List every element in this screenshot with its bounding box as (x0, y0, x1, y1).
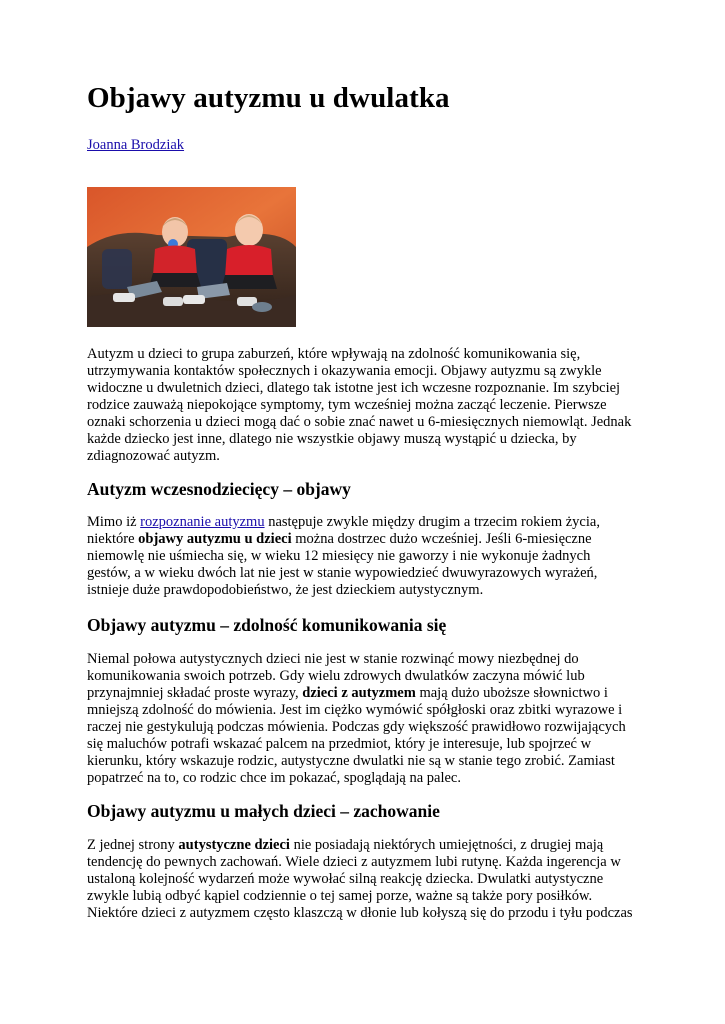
section-heading-communication: Objawy autyzmu – zdolność komunikowania się (87, 615, 447, 635)
early-autism-paragraph: Mimo iż rozpoznanie autyzmu następuje zwykle między drugim a trzecim rokiem życia, niektóre objawy autyzmu u dzieci można dostrzec dużo wcześniej. Jeśli 6-miesięczne niemowlę nie uśmiecha się, w wieku 12 miesięcy nie gaworzy i nie wykonuje żadnych gestów, a w wieku dwóch lat nie jest w stanie wypowiedzieć dwuwyrazowych wyrażeń, istnieje duże prawdopodobieństwo, że jest dzieckiem autystycznym. (87, 514, 600, 598)
article-photo (87, 187, 296, 327)
diagnosis-link[interactable]: rozpoznanie autyzmu (140, 514, 265, 530)
section-heading-early-autism: Autyzm wczesnodziecięcy – objawy (87, 479, 351, 499)
behaviour-paragraph: Z jednej strony autystyczne dzieci nie posiadają niektórych umiejętności, z drugiej mają tendencję do pewnych zachowań. Wiele dzieci z autyzmem lubi rutynę. Każda ingerencja w ustaloną kolejność wydarzeń może wywołać silną reakcję dziecka. Dwulatki autystyczne zwykle lubią odbyć kąpiel codziennie o tej samej porze, ważne są także pory posiłków. Niektóre dzieci z autyzmem często klaszczą w dłonie lub kołyszą się do przodu i tyłu podczas (87, 837, 633, 921)
photo-two-children-icon (87, 187, 296, 327)
article-title: Objawy autyzmu u dwulatka (87, 82, 450, 114)
author-link[interactable]: Joanna Brodziak (87, 137, 185, 153)
section-heading-behaviour: Objawy autyzmu u małych dzieci – zachowanie (87, 801, 440, 821)
intro-paragraph: Autyzm u dzieci to grupa zaburzeń, które wpływają na zdolność komunikowania się, utrzymywania kontaktów społecznych i okazywania emocji. Objawy autyzmu są zwykle widoczne u dwuletnich dzieci, dlatego tak istotne jest ich wczesne rozpoznanie. Im szybciej rodzice zauważą niepokojące symptomy, tym wcześniej można zacząć leczenie. Pierwsze oznaki schorzenia u dzieci mogą dać o sobie znać nawet u 6-miesięcznych niemowląt. Jednak każde dziecko jest inne, dlatego nie wszystkie objawy muszą wystąpić u dziecka, by zdiagnozować autyzm. (87, 346, 632, 464)
communication-paragraph: Niemal połowa autystycznych dzieci nie jest w stanie rozwinąć mowy niezbędnej do komunikowania swoich potrzeb. Gdy wielu zdrowych dwulatków zaczyna mówić lub przynajmniej składać proste wyrazy, dzieci z autyzmem mają dużo uboższe słownictwo i mniejszą zdolność do mówienia. Jest im ciężko wymówić spółgłoski oraz zbitki wyrazowe i raczej nie gestykulują podczas mówienia. Podczas gdy większość prawidłowo rozwijających się maluchów potrafi wskazać palcem na przedmiot, który je interesuje, lub spojrzeć w kierunku, który wskazuje rodzic, autystyczne dwulatki nie są w stanie tego zrobić. Zamiast popatrzeć na to, co rodzic chce im pokazać, spoglądają na palec. (87, 651, 626, 786)
